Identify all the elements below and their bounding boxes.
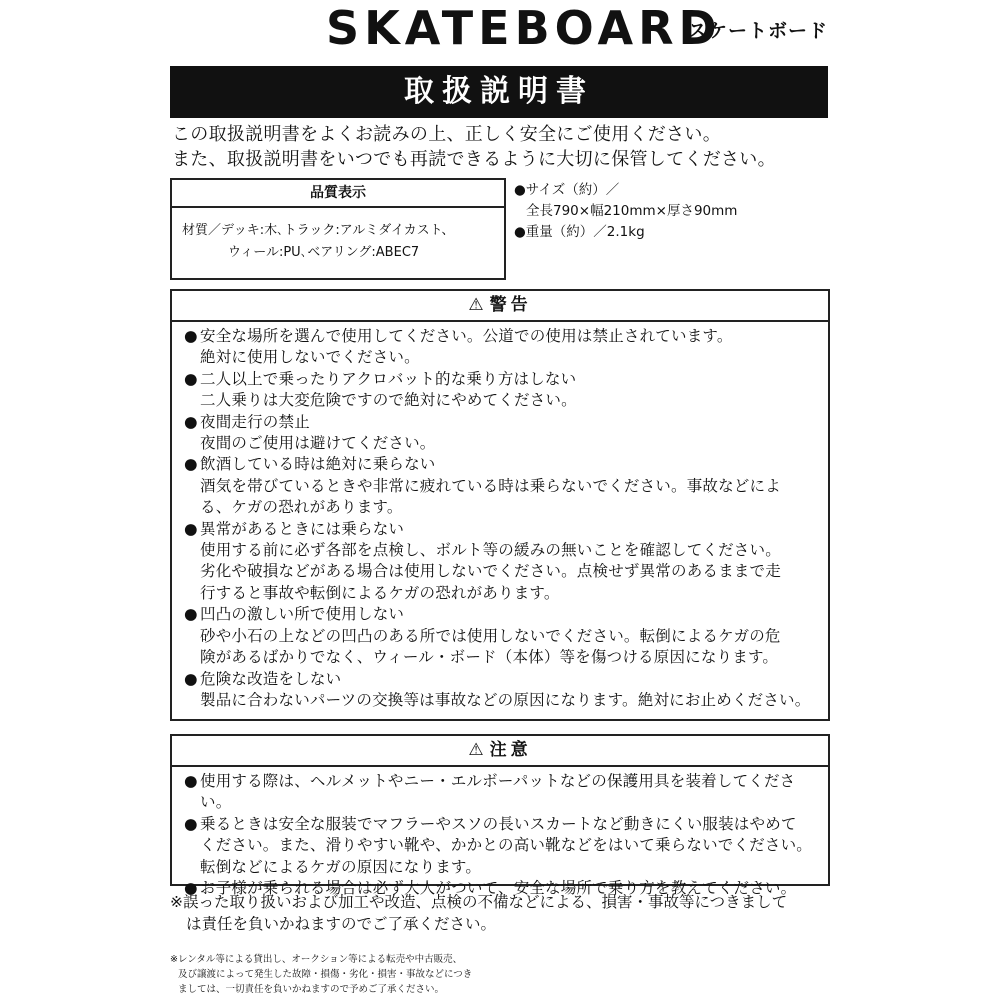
warning-item <box>184 604 822 668</box>
bullet-icon: ● <box>184 814 198 833</box>
bullet-icon: ● <box>184 455 198 474</box>
caution-item-detail: 転倒などによるケガの原因になります。 <box>200 857 482 876</box>
warning-item-detail: 酒気を帯びているときや非常に疲れている時は乗らないでください。事故などによ <box>200 476 781 495</box>
quality-material-line: 材質／デッキ:木､トラック:アルミダイカスト、 <box>182 223 455 238</box>
bullet-icon: ● <box>184 772 198 790</box>
warning-item <box>184 369 822 412</box>
warning-triangle-icon: ⚠ <box>468 295 484 315</box>
caution-heading: 注意 <box>489 740 532 760</box>
spec-list <box>514 180 830 243</box>
caution-item <box>184 814 822 878</box>
caution-box <box>170 734 830 898</box>
size-label: ●サイズ（約）／ <box>514 182 620 198</box>
caution-item-title: 乗るときは安全な服装でマフラーやスソの長いスカートなど動きにくい服装はやめて <box>200 814 797 833</box>
caution-item-title: お子様が乗られる場合は必ず大人がついて、安全な場所で乗り方を教えてください。 <box>200 879 797 898</box>
warning-item-detail: 劣化や破損などがある場合は使用しないでください。点検せず異常のあるままで走 <box>200 562 781 581</box>
warning-box <box>170 289 830 721</box>
product-subtitle: スケートボード <box>688 20 829 42</box>
warning-item-detail: 夜間のご使用は避けてください。 <box>200 434 436 453</box>
bullet-icon: ● <box>184 879 198 898</box>
warning-item-title: 危険な改造をしない <box>200 669 342 688</box>
warning-item-detail: 絶対に使用しないでください。 <box>200 348 420 367</box>
quality-label-box <box>170 178 506 280</box>
manual-banner: 取扱説明書 <box>170 66 828 118</box>
warning-item-detail: 砂や小石の上などの凹凸のある所では使用しないでください。転倒によるケガの危 <box>200 626 781 645</box>
caution-list <box>172 767 828 899</box>
bullet-icon: ● <box>184 412 198 431</box>
bullet-icon: ● <box>184 369 198 388</box>
bullet-icon: ● <box>184 519 198 538</box>
warning-item-title: 異常があるときには乗らない <box>200 519 405 538</box>
intro-line: また、取扱説明書をいつでも再読できるように大切に保管してください。 <box>172 149 776 170</box>
warning-item-detail: 製品に合わないパーツの交換等は事故などの原因になります。絶対にお止めください。 <box>200 690 811 709</box>
warning-item-title: 夜間走行の禁止 <box>200 412 310 431</box>
warning-item <box>184 454 822 518</box>
warning-item <box>184 519 822 605</box>
warning-item <box>184 412 822 455</box>
quality-material-line: ウィール:PU､ベアリング:ABEC7 <box>228 245 420 260</box>
bullet-icon: ● <box>184 327 198 345</box>
fine-print-line: ※レンタル等による貸出し、オークション等による転売や中古販売、 <box>170 954 463 965</box>
caution-item-detail: ください。また、滑りやすい靴や、かかとの高い靴などをはいて乗らないでください。 <box>200 836 812 855</box>
warning-list <box>172 322 828 711</box>
warning-item-title: 飲酒している時は絶対に乗らない <box>200 455 436 474</box>
product-title: SKATEBOARD <box>326 1 722 55</box>
warning-heading-bar <box>172 291 828 322</box>
caution-item <box>184 771 822 814</box>
warning-item <box>184 669 822 712</box>
warning-heading: 警告 <box>489 295 532 315</box>
fine-print <box>170 952 570 997</box>
warning-item-detail: 行すると事故や転倒によるケガの恐れがあります。 <box>200 583 560 602</box>
warning-item-detail: 険があるばかりでなく、ウィール・ボード（本体）等を傷つける原因になります。 <box>200 648 779 667</box>
warning-triangle-icon: ⚠ <box>468 740 484 760</box>
warning-item-detail: 使用する前に必ず各部を点検し、ボルト等の緩みの無いことを確認してください。 <box>200 541 781 560</box>
warning-item-title: 二人以上で乗ったりアクロバット的な乗り方はしない <box>200 369 577 388</box>
quality-body <box>172 208 504 264</box>
disclaimer-line: ※誤った取り扱いおよび加工や改造、点検の不備などによる、損害・事故等につきまして <box>170 893 788 911</box>
fine-print-line: 及び譲渡によって発生した故障・損傷・劣化・損害・事故などにつき <box>178 969 473 980</box>
intro-text <box>172 122 832 172</box>
bullet-icon: ● <box>184 669 198 688</box>
bullet-icon: ● <box>184 605 198 624</box>
disclaimer <box>170 892 834 935</box>
warning-item <box>184 326 822 369</box>
quality-heading: 品質表示 <box>172 180 504 208</box>
size-value: 全長790×幅210mm×厚さ90mm <box>526 203 738 219</box>
caution-heading-bar <box>172 736 828 767</box>
fine-print-line: ましては、一切責任を負いかねますので予めご了承ください。 <box>178 984 445 995</box>
header <box>0 0 1000 58</box>
warning-item-detail: る、ケガの恐れがあります。 <box>200 498 403 517</box>
disclaimer-line: は責任を負いかねますのでご了承ください。 <box>186 914 497 933</box>
caution-item-title: 使用する際は、ヘルメットやニー・エルボーパットなどの保護用具を装着してください。 <box>200 772 796 812</box>
warning-item-title: 安全な場所を選んで使用してください。公道での使用は禁止されています。 <box>200 327 733 345</box>
weight-line: ●重量（約）／2.1kg <box>514 224 645 240</box>
intro-line: この取扱説明書をよくお読みの上、正しく安全にご使用ください。 <box>172 124 721 145</box>
warning-item-title: 凹凸の激しい所で使用しない <box>200 605 405 624</box>
warning-item-detail: 二人乗りは大変危険ですので絶対にやめてください。 <box>200 391 577 410</box>
